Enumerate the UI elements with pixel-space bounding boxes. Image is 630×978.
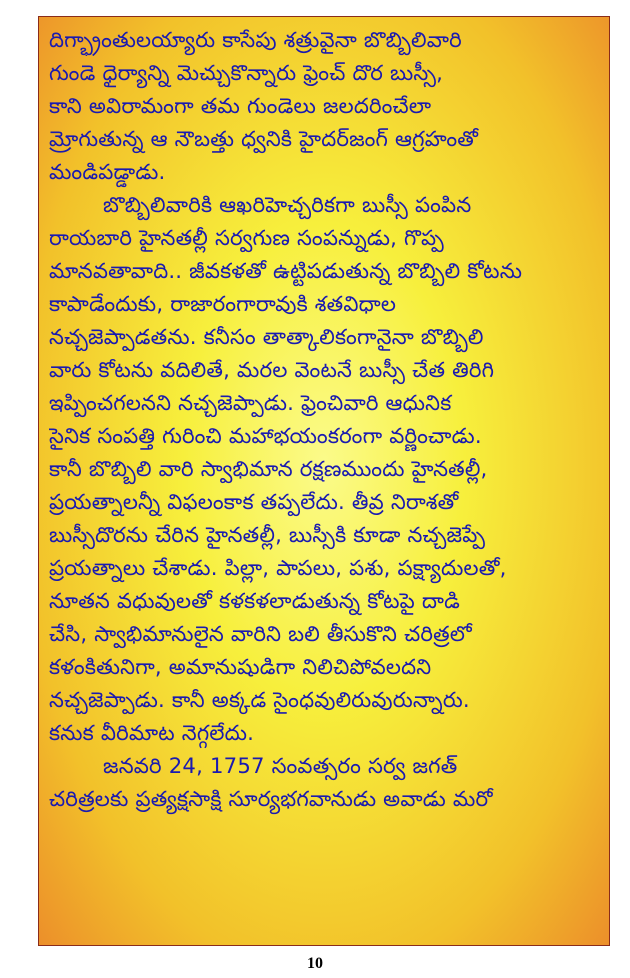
body-text — [49, 23, 601, 815]
text-line: జనవరి 24, 1757 సంవత్సరం సర్వ జగత్ — [103, 753, 458, 778]
text-line: కానీ బొబ్బిలి వారి స్వాభిమాన రక్షణముందు హైనతల్లీ, — [49, 456, 488, 481]
text-line: నచ్చజెప్పాడు. కానీ అక్కడ సైంధవులిరువురున్నారు. — [49, 687, 470, 712]
text-line: చరిత్రలకు ప్రత్యక్షసాక్షి సూర్యభగవానుడు అవాడు మరో — [49, 786, 493, 811]
text-line: రాయబారి హైనతల్లీ సర్వగుణ సంపన్నుడు, గొప్ప — [49, 225, 444, 250]
text-line: ప్రయత్నాలన్నీ విఫలంకాక తప్పలేదు. తీవ్ర నిరాశతో — [49, 489, 459, 514]
text-line: మ్రోగుతున్న ఆ నౌబత్తు ధ్వనికి హైదర్‌జంగ్ ఆగ్రహంతో — [49, 126, 479, 151]
page-frame — [38, 16, 610, 946]
text-line: ప్రయత్నాలు చేశాడు. పిల్లా, పాపలు, పశు, పక్ష్యాదులతో, — [49, 555, 507, 580]
text-line: బొబ్బిలివారికి ఆఖరిహెచ్చరికగా బుస్సీ పంపిన — [103, 192, 472, 217]
text-line: కనుక వీరిమాట నెగ్గలేదు. — [49, 720, 255, 745]
text-line: చేసి, స్వాభిమానులైన వారిని బలి తీసుకొని చరిత్రలో — [49, 621, 472, 646]
text-line: కళంకితునిగా, అమానుషుడిగా నిలిచిపోవలదని — [49, 654, 432, 679]
text-line: నచ్చజెప్పాడతను. కనీసం తాత్కాలికంగానైనా బొబ్బిలి — [49, 324, 484, 349]
text-line: ఇప్పించగలనని నచ్చజెప్పాడు. ఫ్రెంచివారి ఆధునిక — [49, 390, 452, 415]
text-line: బుస్సీదొరను చేరిన హైనతల్లీ, బుస్సీకి కూడా నచ్చజెప్పే — [49, 522, 486, 547]
text-line: కాపాడేందుకు, రాజారంగారావుకి శతవిధాల — [49, 291, 397, 316]
text-line: వారు కోటను వదిలితే, మరల వెంటనే బుస్సీ చేత తిరిగి — [49, 357, 495, 382]
text-line: దిగ్భ్రాంతులయ్యారు కాసేపు శత్రువైనా బొబ్బిలివారి — [49, 27, 462, 52]
page-number: 10 — [307, 955, 323, 972]
text-line: సైనిక సంపత్తి గురించి మహాభయంకరంగా వర్ణించాడు. — [49, 423, 482, 448]
text-line: మానవతావాది.. జీవకళతో ఉట్టిపడుతున్న బొబ్బిలి కోటను — [49, 258, 523, 283]
text-line: గుండె ధైర్యాన్ని మెచ్చుకొన్నారు ఫ్రెంచ్ దొర బుస్సీ, — [49, 60, 444, 85]
text-line: కాని అవిరామంగా తమ గుండెలు జలదరించేలా — [49, 93, 432, 118]
text-line: నూతన వధువులతో కళకళలాడుతున్న కోటపై దాడి — [49, 588, 460, 613]
text-line: మండిపడ్డాడు. — [49, 159, 166, 184]
